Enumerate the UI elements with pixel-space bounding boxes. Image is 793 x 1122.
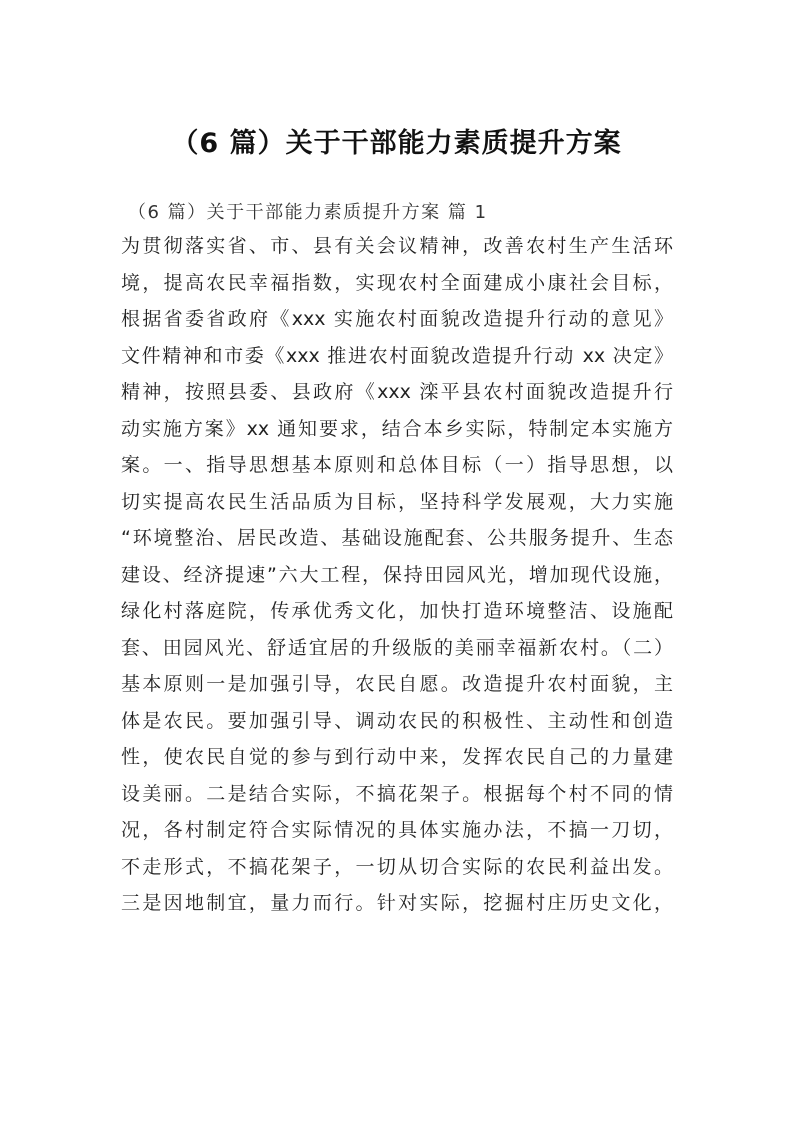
body-line: 套、田园风光、舒适宜居的升级版的美丽幸福新农村。（二）: [121, 636, 673, 659]
section-heading: （6 篇）关于干部能力素质提升方案 篇 1: [128, 202, 488, 223]
body-line: 切实提高农民生活品质为目标，坚持科学发展观，大力实施: [121, 490, 673, 513]
body-line: 案。一、指导思想基本原则和总体目标（一）指导思想，以: [121, 454, 673, 476]
body-line: 性，使农民自觉的参与到行动中来，发挥农民自己的力量建: [121, 746, 673, 768]
body-line: 动实施方案》xx 通知要求，结合本乡实际，特制定本实施方: [121, 417, 673, 440]
body-line: 建设、经济提速”六大工程，保持田园风光，增加现代设施，: [121, 563, 673, 586]
body-line: 根据省委省政府《xxx 实施农村面貌改造提升行动的意见》: [121, 308, 673, 330]
body-line: 体是农民。要加强引导、调动农民的积极性、主动性和创造: [121, 709, 673, 732]
body-line: 绿化村落庭院，传承优秀文化，加快打造环境整洁、设施配: [121, 600, 673, 622]
body-line: 文件精神和市委《xxx 推进农村面貌改造提升行动 xx 决定》: [121, 344, 673, 367]
body-line: 不走形式，不搞花架子，一切从切合实际的农民利益出发。: [121, 855, 673, 878]
body-line: 为贯彻落实省、市、县有关会议精神，改善农村生产生活环: [121, 235, 673, 257]
document-title: （6 篇）关于干部能力素质提升方案: [171, 128, 622, 159]
body-line: 精神，按照县委、县政府《xxx 滦平县农村面貌改造提升行: [121, 381, 673, 403]
body-line: 况，各村制定符合实际情况的具体实施办法，不搞一刀切，: [121, 819, 673, 841]
body-line: 三是因地制宜，量力而行。针对实际，挖掘村庄历史文化，: [121, 892, 673, 914]
body-line: 基本原则一是加强引导，农民自愿。改造提升农村面貌，主: [121, 673, 673, 695]
body-line: 设美丽。二是结合实际，不搞花架子。根据每个村不同的情: [121, 782, 673, 805]
body-line: 境，提高农民幸福指数，实现农村全面建成小康社会目标，: [121, 271, 673, 294]
body-text: [121, 228, 673, 922]
body-line: “环境整治、居民改造、基础设施配套、公共服务提升、生态: [121, 527, 673, 549]
